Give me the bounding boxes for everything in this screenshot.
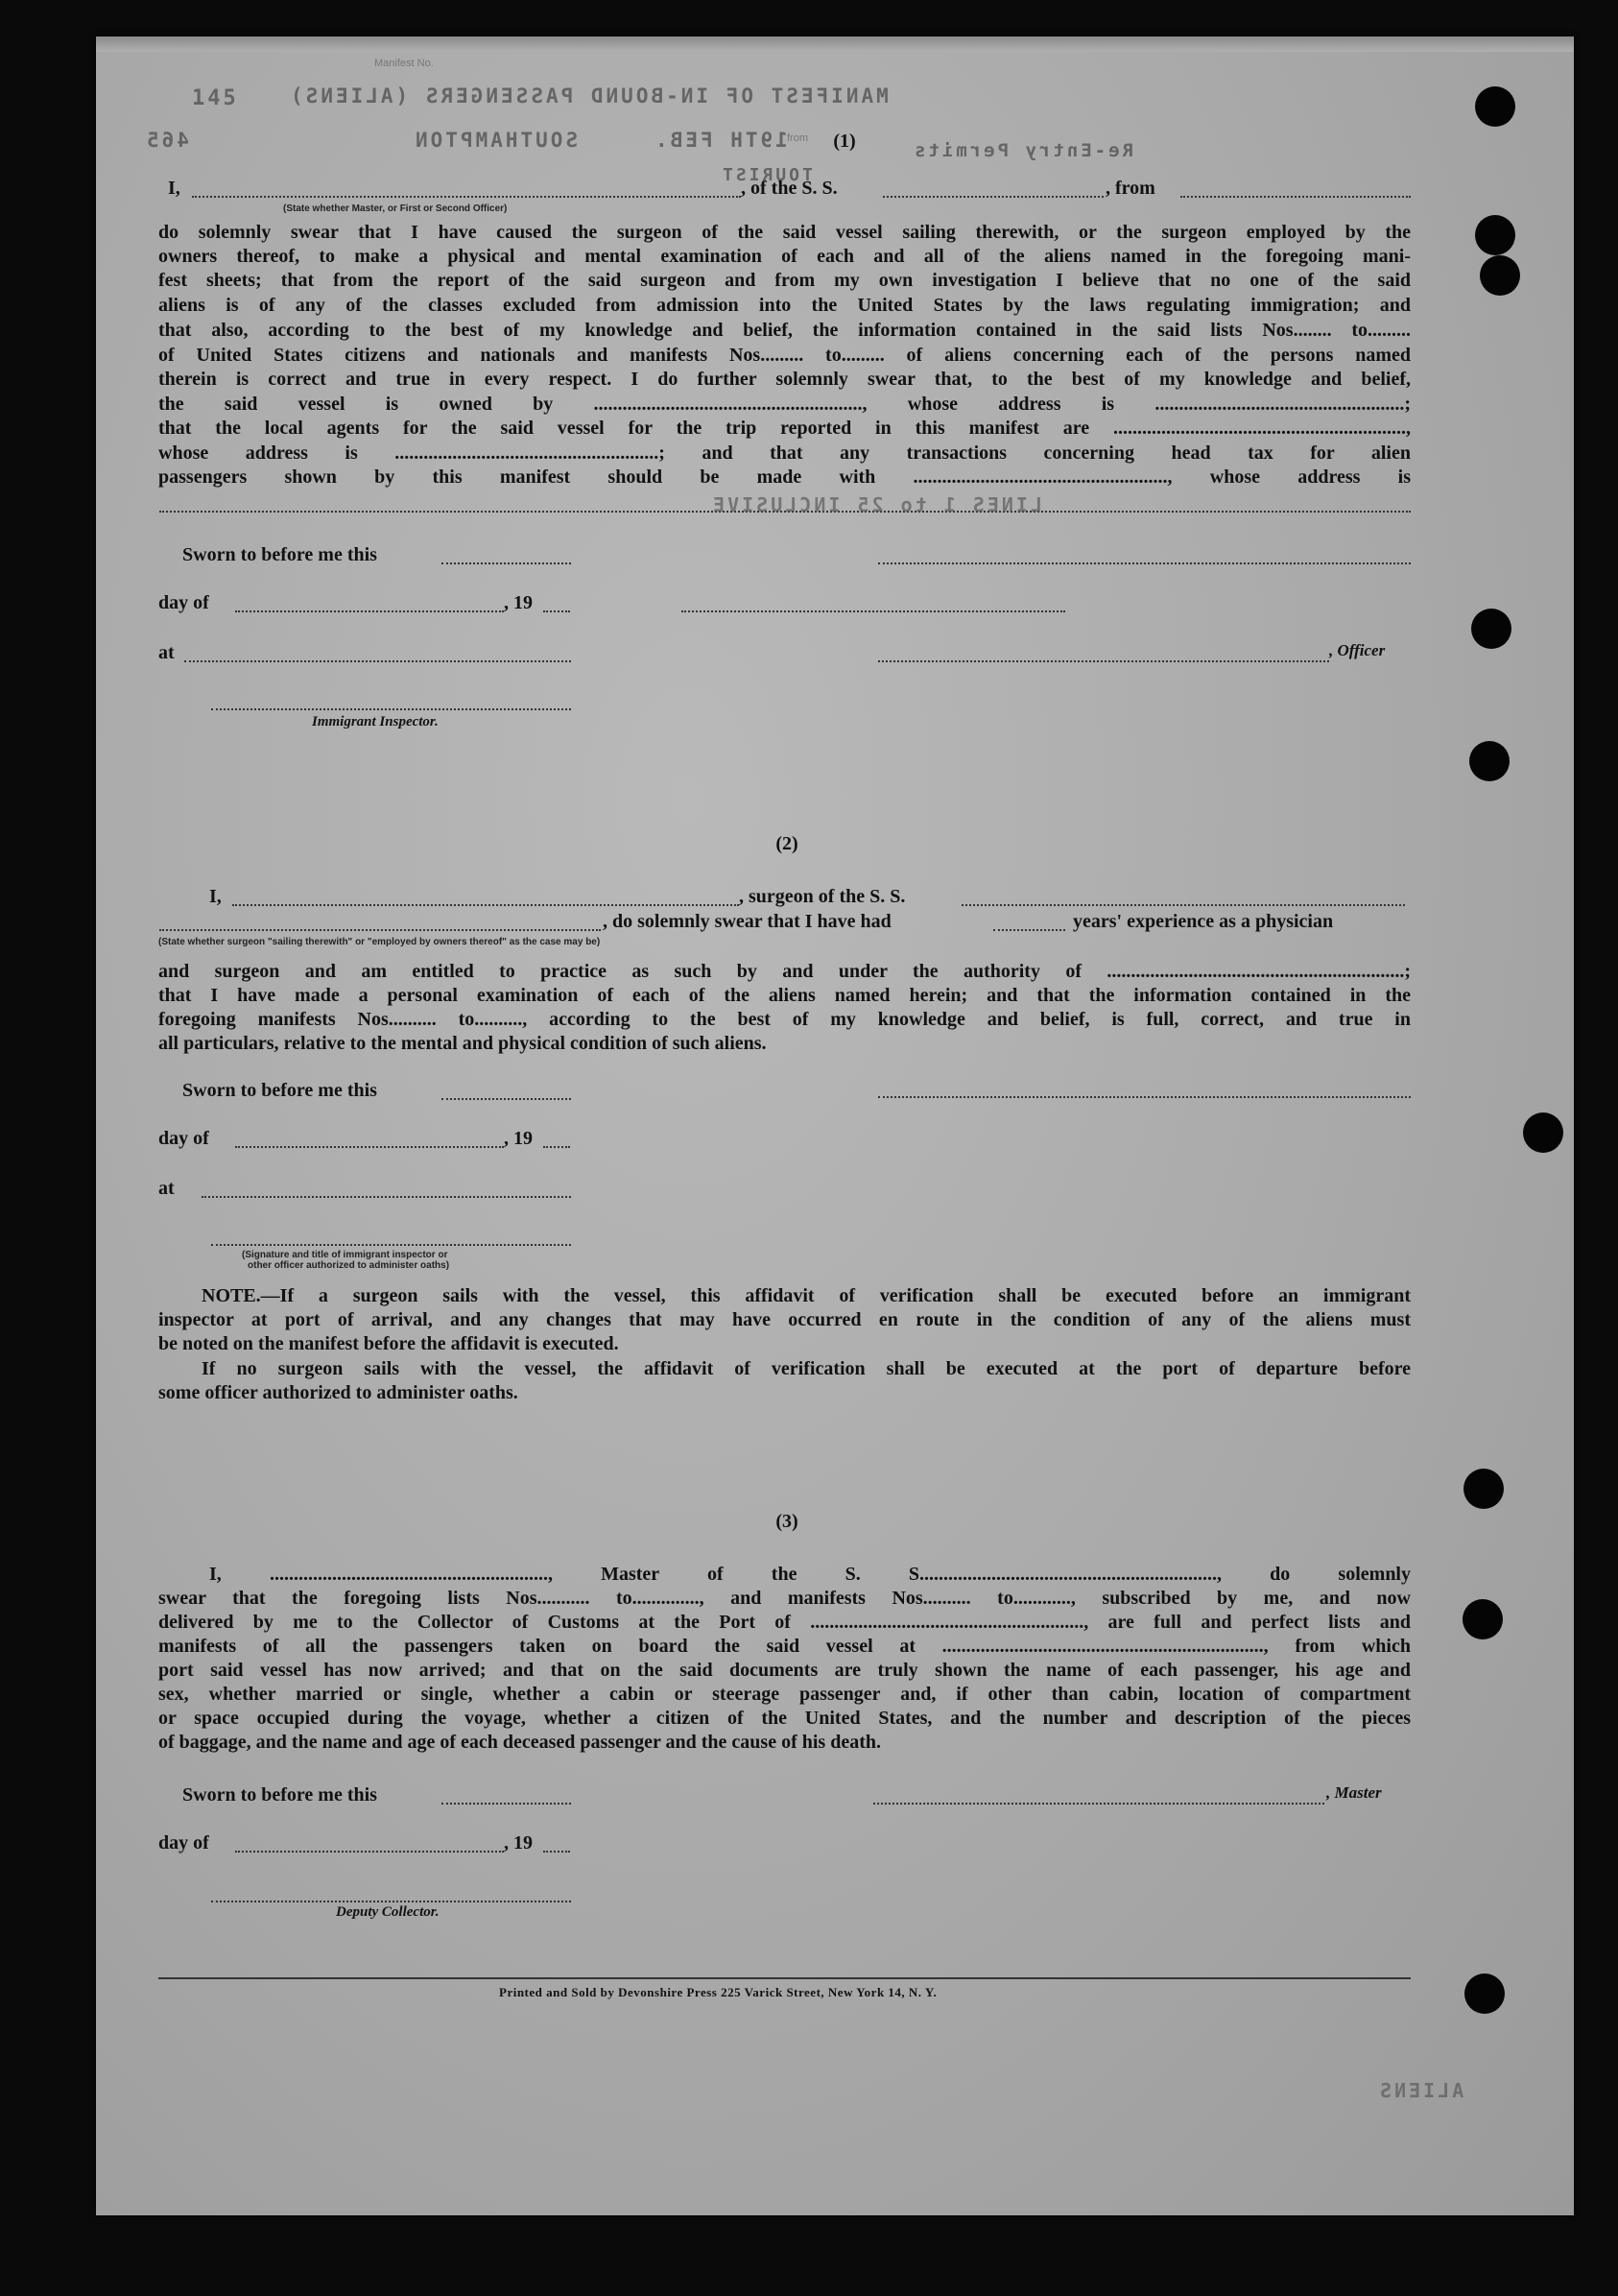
s3-master-label: , Master bbox=[1326, 1783, 1382, 1802]
binder-hole bbox=[1480, 255, 1520, 296]
s1-at-label: at bbox=[158, 642, 175, 663]
s1-year-field[interactable] bbox=[543, 610, 570, 612]
s2-surgeon-name-field[interactable] bbox=[232, 904, 739, 906]
s1-year-label: , 19 bbox=[504, 592, 533, 613]
s2-years-text: years' experience as a physician bbox=[1073, 911, 1334, 932]
s2-intro-I: I, bbox=[209, 886, 222, 907]
section-2-number: (2) bbox=[775, 833, 798, 854]
binder-hole bbox=[1469, 741, 1510, 781]
binder-hole bbox=[1523, 1112, 1563, 1153]
s3-line-2: swear that the foregoing lists Nos........... to.............., and manifests Nos.......... to............, subscribed by me, and now bbox=[158, 1588, 1411, 1609]
s2-at-field[interactable] bbox=[202, 1196, 571, 1198]
s1-line-9: that the local agents for the said vessel for the trip reported in this manifest are ............................................................., bbox=[158, 418, 1411, 439]
s1-day-of-label: day of bbox=[158, 592, 209, 613]
s3-day-field[interactable] bbox=[235, 1851, 504, 1853]
sheet-top-edge bbox=[96, 36, 1574, 52]
s2-sworn-label: Sworn to before me this bbox=[182, 1080, 377, 1101]
s3-line-5: port said vessel has now arrived; and that on the said documents are truly shown the name of each passenger, his age and bbox=[158, 1660, 1411, 1681]
s1-line-2: owners thereof, to make a physical and mental examination of each and all of the aliens named in the foregoing mani- bbox=[158, 246, 1411, 267]
s1-from: , from bbox=[1106, 178, 1155, 199]
s1-line-10: whose address is .......................................................; and that any transactions concerning head tax for alien bbox=[158, 442, 1411, 464]
s1-officer-name-field[interactable] bbox=[192, 196, 741, 198]
binder-hole bbox=[1464, 1973, 1505, 2014]
s1-day-field[interactable] bbox=[235, 610, 504, 612]
s2-sworn-field[interactable] bbox=[441, 1098, 571, 1100]
s2-note-line-2: inspector at port of arrival, and any changes that may have occurred en route in the condition of any of the aliens must bbox=[158, 1309, 1411, 1330]
s1-sworn-label: Sworn to before me this bbox=[182, 544, 377, 565]
s2-at-label: at bbox=[158, 1178, 175, 1199]
s1-signature-field[interactable] bbox=[681, 610, 1065, 612]
binder-hole bbox=[1463, 1599, 1503, 1639]
s2-day-of-label: day of bbox=[158, 1128, 209, 1149]
s3-year-field[interactable] bbox=[543, 1851, 570, 1853]
s2-note-line-1: NOTE.—If a surgeon sails with the vessel, this affidavit of verification shall be executed before an immigrant bbox=[202, 1285, 1411, 1306]
header-stamp-port: SOUTHAMPTON bbox=[413, 129, 579, 152]
s3-master-field[interactable] bbox=[873, 1803, 1324, 1805]
reentry-stamp: Re-Entry Permits bbox=[912, 140, 1134, 161]
s1-line-4: aliens is of any of the classes excluded from admission into the United States by the laws regulating immigration; and bbox=[158, 295, 1411, 316]
s1-inspector-label: Immigrant Inspector. bbox=[312, 714, 439, 729]
s2-line-4: all particulars, relative to the mental and physical condition of such aliens. bbox=[158, 1033, 767, 1054]
s2-years-field[interactable] bbox=[993, 929, 1065, 931]
s2-signature-field[interactable] bbox=[878, 1096, 1411, 1098]
s1-ship-name-field[interactable] bbox=[883, 196, 1104, 198]
s3-line-3: delivered by me to the Collector of Customs at the Port of ........................................................., are full and perfect lists and bbox=[158, 1612, 1411, 1633]
s2-note2-line-1: If no surgeon sails with the vessel, the affidavit of verification shall be executed at the port of departure before bbox=[202, 1358, 1411, 1379]
s2-note-line-3: be noted on the manifest before the affidavit is executed. bbox=[158, 1333, 619, 1354]
binder-hole bbox=[1475, 86, 1515, 127]
binder-hole bbox=[1463, 1469, 1504, 1509]
header-stamp-number: 145 bbox=[192, 86, 239, 110]
s2-year-label: , 19 bbox=[504, 1128, 533, 1149]
s1-lines-stamp: LINES 1 to 25 INCLUSIVE bbox=[710, 493, 1042, 516]
header-stamp-date: 19TH FEB. bbox=[653, 129, 788, 152]
s1-line-5: that also, according to the best of my knowledge and belief, the information contained in the said lists Nos........ to......... bbox=[158, 320, 1411, 341]
s1-officer-field[interactable] bbox=[878, 660, 1329, 662]
s1-line-7: therein is correct and true in every respect. I do further solemnly swear that, to the best of my knowledge and belief, bbox=[158, 369, 1411, 390]
s1-officer-caption: (State whether Master, or First or Second Officer) bbox=[283, 203, 508, 214]
s1-line-6: of United States citizens and nationals and manifests Nos......... to......... of aliens concerning each of the persons named bbox=[158, 345, 1411, 366]
footer-rule bbox=[158, 1977, 1411, 1979]
s2-sig-caption-2: other officer authorized to administer oaths) bbox=[248, 1260, 450, 1271]
s1-officer-label: , Officer bbox=[1329, 641, 1386, 659]
s2-line-3: foregoing manifests Nos.......... to.........., according to the best of my knowledge and belief, is full, correct, and true in bbox=[158, 1009, 1411, 1030]
s3-line-1: I, .........................................................., Master of the S. S.............................................................., do solemnly bbox=[209, 1564, 1411, 1585]
manifest-sheet bbox=[96, 36, 1574, 2215]
s1-sworn-right-field[interactable] bbox=[878, 562, 1411, 564]
s2-line-2: that I have made a personal examination of each of the aliens named herein; and that the information contained in the bbox=[158, 985, 1411, 1006]
s3-year-label: , 19 bbox=[504, 1832, 533, 1854]
s1-at-field[interactable] bbox=[184, 660, 571, 662]
from-label: from bbox=[787, 132, 808, 144]
s1-line-11: passengers shown by this manifest should be made with ....................................................., whose address is bbox=[158, 466, 1411, 488]
s1-from-port-field[interactable] bbox=[1180, 196, 1411, 198]
aliens-mirror-stamp: ALIENS bbox=[1377, 2079, 1464, 2102]
s2-ship-field[interactable] bbox=[962, 904, 1405, 906]
s3-line-6: sex, whether married or single, whether a cabin or steerage passenger and, if other than cabin, location of compartment bbox=[158, 1684, 1411, 1705]
s2-year-field[interactable] bbox=[543, 1146, 570, 1148]
header-stamp-465: 465 bbox=[144, 129, 189, 152]
manifest-no-label: Manifest No. bbox=[374, 58, 434, 69]
binder-hole bbox=[1475, 215, 1515, 255]
s2-surgeon-of-ss: , surgeon of the S. S. bbox=[739, 886, 906, 907]
s1-intro-I: I, bbox=[168, 178, 180, 199]
s3-collector-field[interactable] bbox=[211, 1901, 571, 1902]
s2-line-1: and surgeon and am entitled to practice as such by and under the authority of ..............................................................; bbox=[158, 961, 1411, 982]
s2-surgeon-type-field[interactable] bbox=[159, 929, 601, 931]
header-stamp-line1: MANIFEST OF IN-BOUND PASSENGERS (ALIENS) bbox=[288, 84, 889, 108]
binder-hole bbox=[1471, 609, 1511, 649]
header-stamp-class: TOURIST bbox=[720, 165, 813, 185]
s1-line-8: the said vessel is owned by ........................................................, whose address is ....................................................; bbox=[158, 394, 1411, 415]
s3-sworn-field[interactable] bbox=[441, 1803, 571, 1805]
s3-collector-label: Deputy Collector. bbox=[336, 1904, 440, 1920]
s3-line-8: of baggage, and the name and age of each deceased passenger and the cause of his death. bbox=[158, 1732, 881, 1753]
printer-imprint: Printed and Sold by Devonshire Press 225 Varick Street, New York 14, N. Y. bbox=[499, 1985, 938, 1999]
s2-surgeon-caption: (State whether surgeon "sailing therewith" or "employed by owners thereof" as the case may be) bbox=[158, 937, 601, 947]
s2-sig-caption-1: (Signature and title of immigrant inspector or bbox=[242, 1250, 448, 1260]
s2-inspector-sig-field[interactable] bbox=[211, 1244, 571, 1246]
s2-swear-text: , do solemnly swear that I have had bbox=[603, 911, 892, 932]
s1-line-3: fest sheets; that from the report of the said surgeon and from my own investigation I believe that no one of the said bbox=[158, 270, 1411, 291]
s1-inspector-field[interactable] bbox=[211, 708, 571, 710]
section-3-number: (3) bbox=[775, 1511, 798, 1532]
s1-line-1: do solemnly swear that I have caused the surgeon of the said vessel sailing therewith, or the surgeon employed by the bbox=[158, 222, 1411, 243]
s2-day-field[interactable] bbox=[235, 1146, 504, 1148]
s2-note2-line-2: some officer authorized to administer oaths. bbox=[158, 1382, 518, 1403]
s3-line-4: manifests of all the passengers taken on board the said vessel at ..................................................................., from which bbox=[158, 1636, 1411, 1657]
s3-line-7: or space occupied during the voyage, whether a citizen of the United States, and the number and description of the pieces bbox=[158, 1708, 1411, 1729]
s3-sworn-label: Sworn to before me this bbox=[182, 1784, 377, 1806]
s1-sworn-field[interactable] bbox=[441, 562, 571, 564]
section-1-number: (1) bbox=[833, 131, 856, 152]
s3-day-of-label: day of bbox=[158, 1832, 209, 1854]
s1-of-ss: , of the S. S. bbox=[741, 178, 838, 199]
